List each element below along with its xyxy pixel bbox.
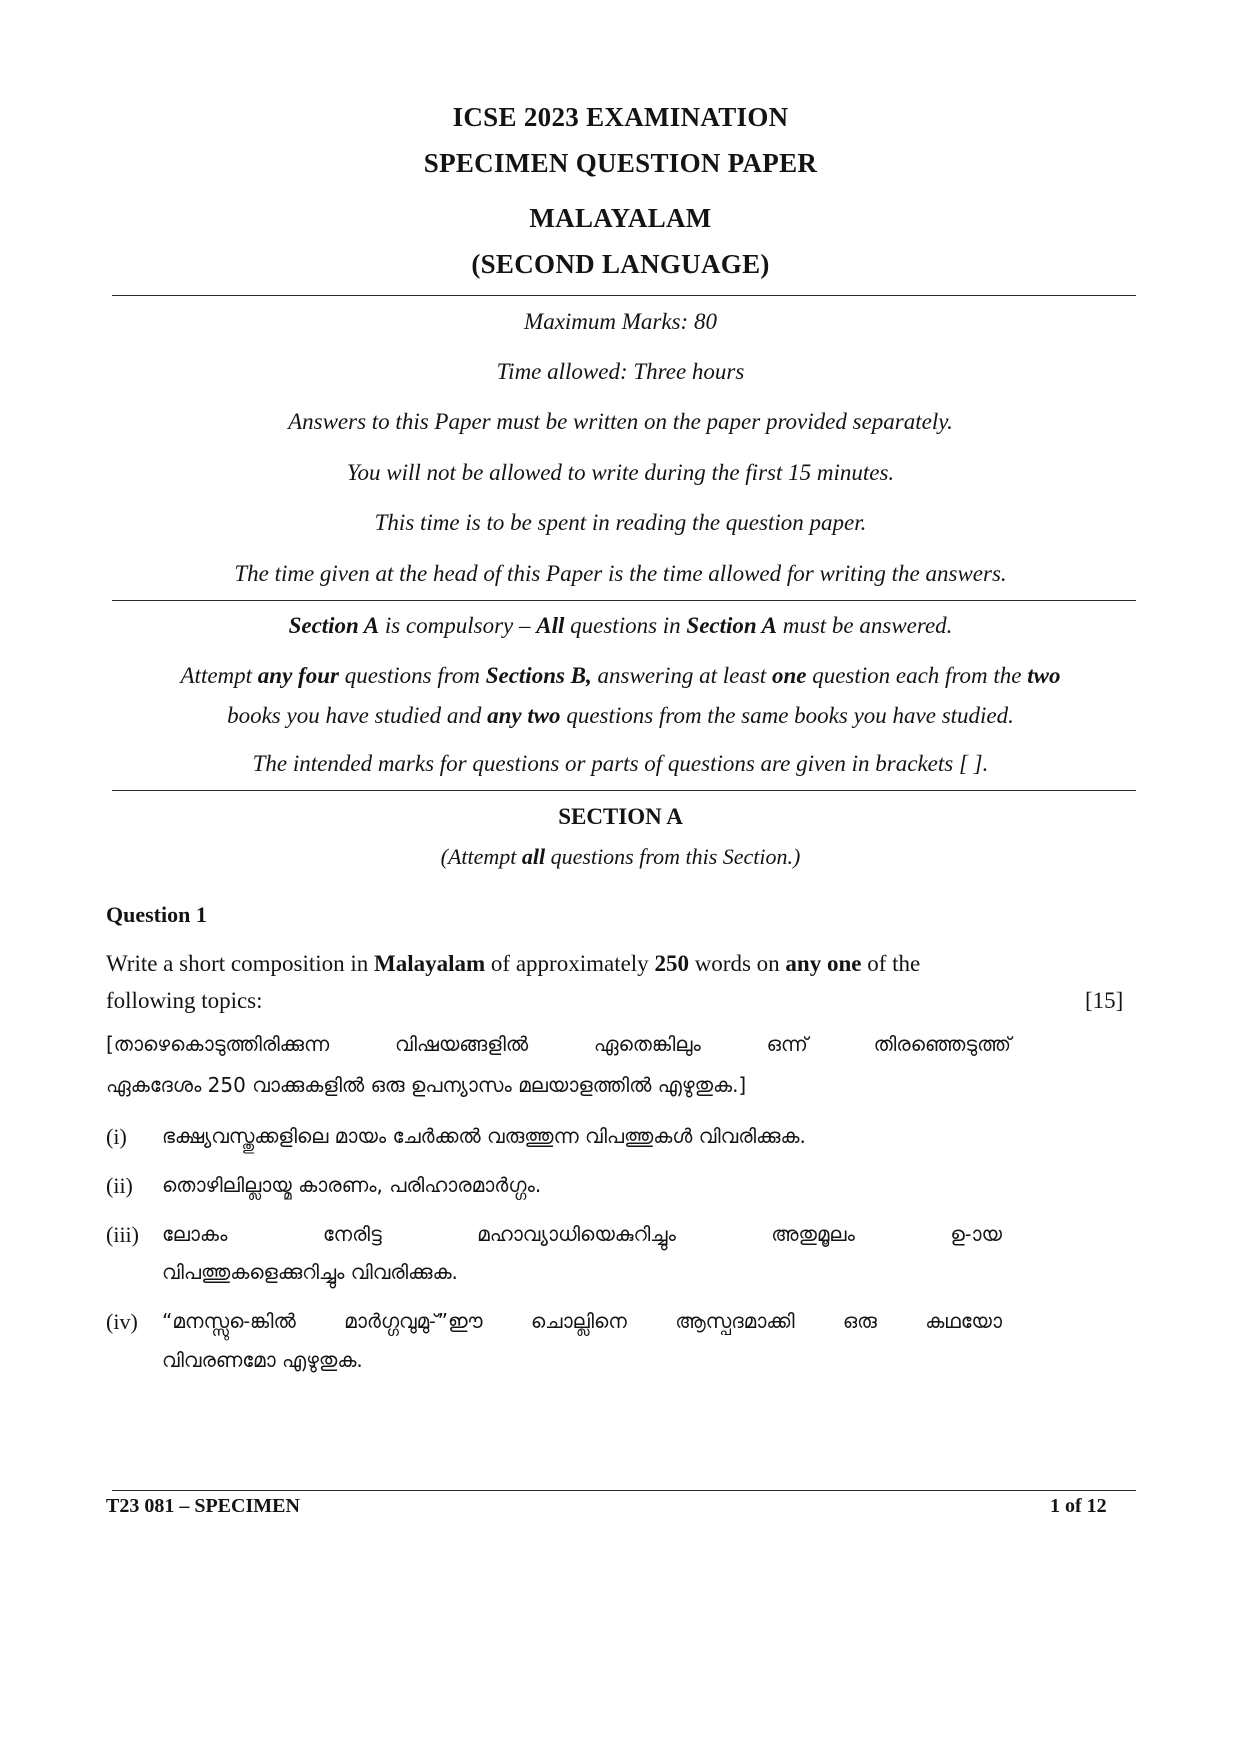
- rule-marks: The intended marks for questions or parts of questions are given in brackets [ ].: [252, 751, 989, 776]
- time-note: The time given at the head of this Paper is the time allowed for writing the answers.: [234, 561, 1007, 586]
- language-level: (SECOND LANGUAGE): [471, 249, 770, 279]
- malayalam-instruction-line2: ഏകദേശം 250 വാക്കുകളിൽ ഒരു ഉപന്യാസം മലയാളത്തിൽ എഴുതുക.]: [106, 1073, 747, 1097]
- subject-name: MALAYALAM: [529, 203, 712, 233]
- page-number: 1 of 12: [1050, 1495, 1107, 1517]
- time-allowed: Time allowed: Three hours: [496, 359, 745, 384]
- option-text: ഭക്ഷ്യവസ്തുക്കളിലെ മായം ചേർക്കൽ വരുത്തുന്ന വിപത്തുകൾ വിവരിക്കുക.: [162, 1124, 806, 1148]
- question-prompt: Write a short composition in Malayalam of approximately 250 words on any one of the: [106, 951, 921, 976]
- option-text-cont: വിപത്തുകളെക്കുറിച്ചും വിവരിക്കുക.: [162, 1260, 458, 1284]
- rule-section-b: Attempt any four questions from Sections B, answering at least one question each from the two: [180, 663, 1061, 688]
- divider: [112, 600, 1136, 601]
- option-number: (iii): [106, 1222, 139, 1247]
- question-marks: [15]: [1085, 988, 1124, 1013]
- answer-paper-note: Answers to this Paper must be written on the paper provided separately.: [288, 409, 953, 434]
- malayalam-instruction-line1: [താഴെകൊടുത്തിരിക്കുന്ന വിഷയങ്ങളിൽ ഏതെങ്കിലും ഒന്ന് തിരഞ്ഞെടുത്ത്: [106, 1032, 1011, 1056]
- option-text: തൊഴിലില്ലായ്മ കാരണം, പരിഹാരമാർഗ്ഗം.: [162, 1173, 542, 1197]
- question-heading: Question 1: [106, 902, 207, 927]
- max-marks: Maximum Marks: 80: [524, 309, 717, 334]
- reading-note: This time is to be spent in reading the question paper.: [374, 510, 867, 535]
- footer-divider: [112, 1490, 1136, 1491]
- option-text: ലോകം നേരിട്ട മഹാവ്യാധിയെകുറിച്ചും അതുമൂലം ഉ-ായ: [162, 1222, 1002, 1246]
- paper-type: SPECIMEN QUESTION PAPER: [423, 148, 818, 178]
- option-text-cont: വിവരണമോ എഴുതുക.: [162, 1348, 363, 1372]
- section-a-title: SECTION A: [558, 804, 683, 829]
- divider: [112, 295, 1136, 296]
- option-number: (ii): [106, 1173, 133, 1198]
- rule-section-a: Section A is compulsory – All questions in Section A must be answered.: [288, 613, 953, 638]
- paper-code: T23 081 – SPECIMEN: [106, 1495, 300, 1517]
- rule-books: books you have studied and any two questions from the same books you have studied.: [227, 703, 1014, 728]
- no-writing-note: You will not be allowed to write during the first 15 minutes.: [346, 460, 895, 485]
- section-a-instruction: (Attempt all questions from this Section.): [440, 844, 801, 869]
- exam-title: ICSE 2023 EXAMINATION: [452, 102, 789, 132]
- option-text: “മനസ്സു-െങ്കിൽ മാർഗ്ഗവുമു-്”ഈ ചൊല്ലിനെ ആസ്പദമാക്കി ഒരു കഥയോ: [162, 1309, 1002, 1333]
- divider: [112, 790, 1136, 791]
- question-prompt-cont: following topics:: [106, 988, 263, 1013]
- option-number: (i): [106, 1124, 127, 1149]
- option-number: (iv): [106, 1309, 138, 1334]
